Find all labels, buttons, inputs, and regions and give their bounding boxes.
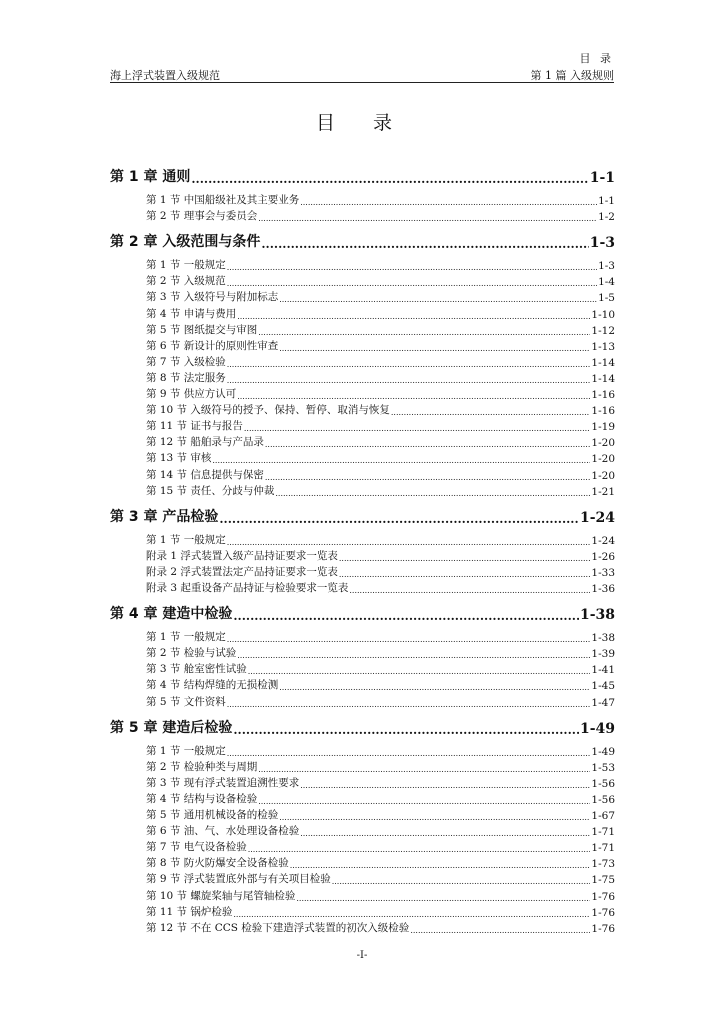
toc-section-row[interactable]	[110, 467, 615, 482]
toc-section-row[interactable]	[110, 580, 615, 595]
toc-leader-dots	[391, 407, 591, 418]
toc-entry-label: 附录 1 浮式装置入级产品持证要求一览表	[146, 549, 338, 562]
toc-entry-label: 附录 2 浮式装置法定产品持证要求一览表	[146, 565, 338, 578]
toc-section-row[interactable]	[110, 888, 615, 903]
toc-section-row[interactable]	[110, 871, 615, 886]
toc-leader-dots	[290, 860, 591, 871]
toc-section-row[interactable]	[110, 338, 615, 353]
header-document-title: 海上浮式装置入级规范	[110, 69, 220, 82]
toc-leader-dots	[300, 779, 590, 790]
toc-leader-dots	[212, 455, 590, 466]
toc-entry-label: 第 9 节 供应方认可	[146, 388, 237, 400]
page-title: 目 录	[315, 112, 409, 134]
toc-entry-label: 第 1 节 一般规定	[146, 631, 226, 644]
toc-leader-dots	[279, 682, 590, 693]
toc-entry-page: 1-19	[591, 421, 615, 434]
toc-entry-label: 第 12 节 不在 CCS 检验下建造浮式装置的初次入级检验	[146, 921, 410, 934]
toc-entry-label: 第 4 节 申请与费用	[146, 307, 237, 320]
toc-entry-label: 附录 3 起重设备产品持证与检验要求一览表	[146, 582, 349, 594]
toc-leader-dots	[339, 552, 591, 563]
toc-entry-page: 1-20	[591, 437, 615, 450]
toc-entry-label: 第 13 节 审核	[146, 452, 212, 465]
toc-section-row[interactable]	[110, 322, 615, 337]
toc-entry-label: 第 4 节 结构焊缝的无损检测	[146, 679, 279, 692]
toc-leader-dots	[300, 828, 590, 839]
toc-entry-page: 1-53	[591, 761, 615, 774]
toc-leader-dots	[258, 795, 590, 806]
toc-entry-page: 1-41	[591, 664, 615, 677]
toc-section-row[interactable]	[110, 208, 615, 223]
toc-leader-dots	[227, 374, 591, 385]
toc-leader-dots	[410, 924, 590, 935]
toc-entry-label: 第 2 章 入级范围与条件	[110, 234, 261, 251]
toc-entry-page: 1-3	[589, 235, 615, 252]
toc-section-row[interactable]	[110, 370, 615, 385]
toc-entry-label: 第 3 节 舱室密性试验	[146, 663, 247, 676]
toc-entry-page: 1-14	[591, 356, 615, 369]
toc-section-row[interactable]	[110, 823, 615, 838]
toc-section-row[interactable]	[110, 629, 615, 644]
toc-section-row[interactable]	[110, 791, 615, 806]
toc-section-row[interactable]	[110, 532, 615, 547]
toc-entry-label: 第 3 节 现有浮式装置追溯性要求	[146, 776, 300, 789]
toc-entry-label: 第 1 节 中国船级社及其主要业务	[146, 194, 300, 206]
toc-entry-page: 1-20	[591, 469, 615, 482]
toc-leader-dots	[227, 747, 591, 758]
toc-leader-dots	[279, 812, 590, 823]
toc-leader-dots	[233, 609, 579, 623]
toc-leader-dots	[233, 908, 590, 919]
toc-entry-label: 第 2 节 理事会与委员会	[146, 210, 258, 223]
toc-leader-dots	[227, 262, 597, 273]
toc-entry-label: 第 12 节 船舶录与产品录	[146, 436, 264, 449]
toc-entry-label: 第 5 节 文件资料	[146, 695, 226, 708]
toc-entry-page: 1-36	[591, 583, 615, 595]
toc-leader-dots	[227, 536, 591, 547]
toc-entry-label: 第 1 节 一般规定	[146, 533, 226, 546]
toc-entry-page: 1-16	[591, 389, 615, 401]
toc-leader-dots	[265, 439, 591, 450]
toc-entry-label: 第 8 节 防火防爆安全设备检验	[146, 857, 289, 870]
toc-section-row[interactable]	[110, 192, 615, 207]
toc-entry-label: 第 11 节 锅炉检验	[146, 905, 233, 918]
toc-section-row[interactable]	[110, 450, 615, 465]
toc-entry-page: 1-26	[591, 550, 615, 563]
toc-section-row[interactable]	[110, 418, 615, 433]
toc-section-row[interactable]	[110, 839, 615, 854]
toc-leader-dots	[227, 634, 591, 645]
toc-entry-page: 1-1	[589, 170, 615, 186]
toc-entry-label: 第 14 节 信息提供与保密	[146, 468, 264, 481]
toc-entry-page: 1-10	[591, 308, 615, 321]
toc-entry-page: 1-2	[598, 211, 615, 224]
toc-entry-label: 第 7 节 电气设备检验	[146, 841, 247, 854]
toc-section-row[interactable]	[110, 402, 615, 417]
toc-leader-dots	[349, 585, 590, 596]
header-rule	[110, 82, 614, 83]
toc-entry-page: 1-21	[591, 485, 615, 498]
toc-entry-label: 第 2 节 检验与试验	[146, 647, 237, 660]
toc-section-row[interactable]	[110, 677, 615, 692]
toc-entry-page: 1-13	[591, 340, 615, 353]
toc-section-row[interactable]	[110, 645, 615, 660]
toc-entry-label: 第 9 节 浮式装置底外部与有关项目检验	[146, 873, 331, 886]
header-part-label: 第 1 篇 入级规则	[530, 69, 614, 82]
toc-entry-label: 第 2 节 检验种类与周期	[146, 760, 258, 773]
toc-leader-dots	[258, 326, 590, 337]
toc-entry-label: 第 15 节 责任、分歧与仲裁	[146, 484, 275, 497]
toc-leader-dots	[244, 423, 591, 434]
toc-entry-page: 1-75	[591, 874, 615, 887]
toc-section-row[interactable]	[110, 807, 615, 822]
toc-entry-label: 第 8 节 法定服务	[146, 371, 226, 384]
toc-entry-page: 1-33	[591, 566, 615, 579]
toc-entry-label: 第 1 章 通则	[110, 169, 191, 185]
toc-entry-page: 1-3	[598, 260, 615, 273]
toc-entry-page: 1-45	[591, 680, 615, 693]
toc-leader-dots	[279, 294, 597, 305]
toc-section-row[interactable]	[110, 904, 615, 919]
toc-entry-page: 1-56	[591, 777, 615, 790]
toc-section-row[interactable]	[110, 386, 615, 401]
toc-chapter-row[interactable]	[110, 231, 615, 251]
page-number: -I-	[356, 950, 368, 961]
toc-entry-page: 1-12	[591, 324, 615, 337]
toc-leader-dots	[233, 723, 579, 737]
toc-entry-page: 1-49	[579, 720, 615, 737]
toc-leader-dots	[237, 650, 590, 661]
toc-section-row[interactable]	[110, 694, 615, 709]
toc-entry-label: 第 3 章 产品检验	[110, 508, 219, 525]
toc-leader-dots	[219, 512, 579, 526]
toc-entry-page: 1-1	[598, 195, 615, 207]
toc-chapter-row[interactable]	[110, 166, 615, 186]
toc-section-row[interactable]	[110, 257, 615, 272]
toc-entry-page: 1-71	[591, 826, 615, 839]
toc-entry-label: 第 3 节 入级符号与附加标志	[146, 291, 279, 304]
toc-leader-dots	[227, 278, 597, 289]
toc-section-row[interactable]	[110, 855, 615, 870]
toc-section-row[interactable]	[110, 775, 615, 790]
toc-section-row[interactable]	[110, 306, 615, 321]
toc-leader-dots	[248, 844, 591, 855]
toc-entry-page: 1-5	[598, 292, 615, 305]
toc-section-row[interactable]	[110, 434, 615, 449]
toc-entry-label: 第 1 节 一般规定	[146, 744, 226, 757]
toc-entry-label: 第 5 节 图纸提交与审图	[146, 323, 258, 336]
toc-leader-dots	[300, 197, 597, 208]
toc-leader-dots	[339, 568, 591, 579]
toc-section-row[interactable]	[110, 483, 615, 498]
toc-leader-dots	[261, 237, 588, 251]
toc-entry-page: 1-24	[591, 534, 615, 547]
toc-entry-page: 1-47	[591, 696, 615, 709]
toc-entry-label: 第 4 节 结构与设备检验	[146, 792, 258, 805]
toc-entry-page: 1-73	[591, 858, 615, 871]
toc-leader-dots	[332, 876, 591, 887]
toc-section-row[interactable]	[110, 661, 615, 676]
toc-entry-label: 第 4 章 建造中检验	[110, 606, 233, 623]
toc-entry-page: 1-76	[591, 906, 615, 919]
toc-section-row[interactable]	[110, 743, 615, 758]
toc-entry-label: 第 10 节 入级符号的授予、保持、暂停、取消与恢复	[146, 404, 390, 417]
toc-entry-label: 第 2 节 入级规范	[146, 275, 226, 288]
toc-leader-dots	[227, 698, 591, 709]
toc-section-row[interactable]	[110, 564, 615, 579]
toc-entry-label: 第 7 节 入级检验	[146, 355, 226, 368]
toc-leader-dots	[237, 310, 590, 321]
toc-section-row[interactable]	[110, 548, 615, 563]
toc-entry-page: 1-76	[591, 890, 615, 903]
toc-leader-dots	[227, 358, 591, 369]
toc-entry-label: 第 5 章 建造后检验	[110, 719, 233, 736]
toc-entry-label: 第 6 节 油、气、水处理设备检验	[146, 825, 300, 838]
toc-section-row[interactable]	[110, 354, 615, 369]
toc-entry-page: 1-24	[579, 509, 615, 526]
toc-entry-page: 1-67	[591, 810, 615, 822]
toc-entry-page: 1-16	[591, 405, 615, 418]
toc-leader-dots	[191, 172, 588, 186]
toc-chapter-row[interactable]	[110, 603, 615, 623]
toc-leader-dots	[258, 213, 597, 224]
toc-leader-dots	[237, 391, 590, 402]
toc-entry-page: 1-49	[591, 745, 615, 758]
toc-leader-dots	[248, 666, 591, 677]
toc-section-row[interactable]	[110, 759, 615, 774]
toc-chapter-row[interactable]	[110, 717, 615, 737]
toc-entry-page: 1-71	[591, 842, 615, 855]
toc-entry-page: 1-38	[591, 632, 615, 645]
toc-entry-page: 1-14	[591, 372, 615, 385]
toc-entry-label: 第 10 节 螺旋桨轴与尾管轴检验	[146, 889, 296, 902]
toc-entry-label: 第 1 节 一般规定	[146, 259, 226, 272]
toc-leader-dots	[279, 342, 590, 353]
toc-entry-label: 第 5 节 通用机械设备的检验	[146, 809, 279, 821]
header-section-label: 目 录	[579, 52, 614, 65]
toc-entry-page: 1-76	[591, 922, 615, 935]
toc-leader-dots	[296, 892, 590, 903]
toc-section-row[interactable]	[110, 273, 615, 288]
toc-section-row[interactable]	[110, 920, 615, 935]
toc-leader-dots	[258, 763, 590, 774]
toc-section-row[interactable]	[110, 289, 615, 304]
toc-leader-dots	[265, 471, 591, 482]
toc-chapter-row[interactable]	[110, 506, 615, 526]
toc-entry-page: 1-38	[579, 607, 615, 624]
toc-entry-label: 第 6 节 新设计的原则性审查	[146, 339, 279, 352]
toc-entry-label: 第 11 节 证书与报告	[146, 420, 243, 433]
toc-entry-page: 1-20	[591, 453, 615, 466]
toc-leader-dots	[275, 487, 590, 498]
toc-entry-page: 1-4	[598, 276, 615, 289]
toc-entry-page: 1-56	[591, 793, 615, 806]
toc-entry-page: 1-39	[591, 648, 615, 661]
